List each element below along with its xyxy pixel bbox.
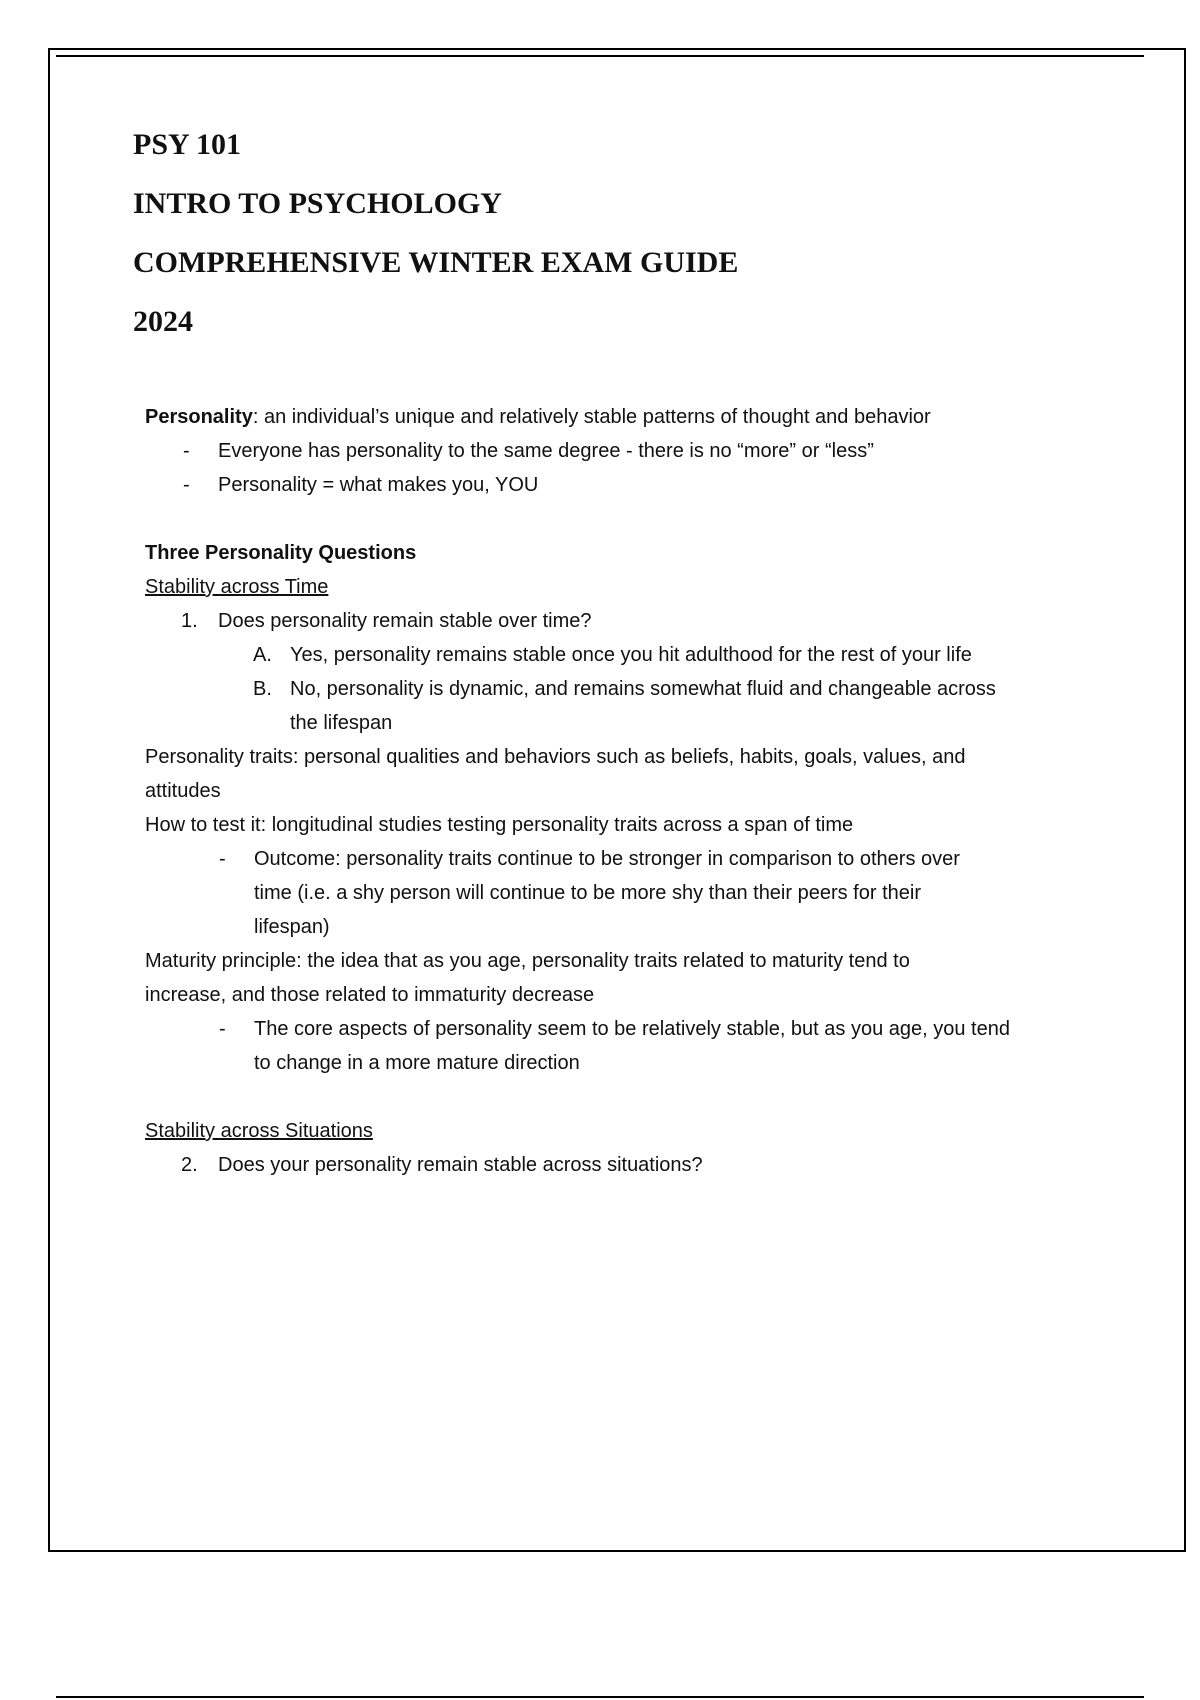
option-text: No, personality is dynamic, and remains somewhat fluid and changeable across: [290, 678, 996, 700]
q1-number: 1.: [181, 610, 198, 632]
option-b: [145, 672, 1145, 706]
guide-title: COMPREHENSIVE WINTER EXAM GUIDE: [133, 246, 739, 279]
test-line: How to test it: longitudinal studies testing personality traits across a span of time: [145, 814, 854, 836]
top-rule: [56, 55, 1144, 57]
year: 2024: [133, 305, 193, 338]
option-b-cont: the lifespan: [290, 712, 393, 734]
outcome-text: Outcome: personality traits continue to be stronger in comparison to others over: [254, 848, 960, 870]
title-block: [133, 125, 738, 361]
outcome-item: [145, 842, 1145, 876]
core-text: The core aspects of personality seem to be relatively stable, but as you age, you tend: [254, 1018, 1010, 1040]
spacer: [145, 1080, 1145, 1114]
bullet-text: Personality = what makes you, YOU: [218, 474, 539, 496]
dash-bullet: -: [219, 1018, 226, 1040]
bottom-rule: [56, 1696, 1144, 1698]
question-1: [145, 604, 1145, 638]
option-letter: B.: [253, 678, 272, 700]
personality-term: Personality: [145, 406, 253, 428]
q2-text: Does your personality remain stable across situations?: [218, 1154, 703, 1176]
dash-bullet: -: [183, 440, 190, 462]
spacer: [145, 502, 1145, 536]
bullet-text: Everyone has personality to the same degree - there is no “more” or “less”: [218, 440, 874, 462]
course-name: INTRO TO PSYCHOLOGY: [133, 187, 502, 220]
dash-bullet: -: [219, 848, 226, 870]
outcome-cont: time (i.e. a shy person will continue to be more shy than their peers for their: [254, 882, 921, 904]
option-a: [145, 638, 1145, 672]
list-item: [145, 434, 1145, 468]
personality-definition: [145, 400, 1145, 434]
outcome-cont: lifespan): [254, 916, 330, 938]
q2-number: 2.: [181, 1154, 198, 1176]
core-cont: to change in a more mature direction: [254, 1052, 580, 1074]
traits-line-2: attitudes: [145, 780, 221, 802]
traits-line-1: Personality traits: personal qualities and behaviors such as beliefs, habits, goals, values, and: [145, 746, 966, 768]
course-code: PSY 101: [133, 128, 242, 161]
dash-bullet: -: [183, 474, 190, 496]
option-text: Yes, personality remains stable once you hit adulthood for the rest of your life: [290, 644, 972, 666]
question-2: [145, 1148, 1145, 1182]
situations-subheading: Stability across Situations: [145, 1120, 373, 1142]
core-item: [145, 1012, 1145, 1046]
maturity-line-2: increase, and those related to immaturity decrease: [145, 984, 595, 1006]
personality-def-text: : an individual’s unique and relatively stable patterns of thought and behavior: [252, 406, 931, 428]
questions-heading: Three Personality Questions: [145, 542, 417, 564]
list-item: [145, 468, 1145, 502]
time-subheading: Stability across Time: [145, 576, 329, 598]
q1-text: Does personality remain stable over time?: [218, 610, 592, 632]
maturity-line-1: Maturity principle: the idea that as you age, personality traits related to maturity tend to: [145, 950, 910, 972]
notes-body: [145, 400, 1145, 1182]
option-letter: A.: [253, 644, 272, 666]
